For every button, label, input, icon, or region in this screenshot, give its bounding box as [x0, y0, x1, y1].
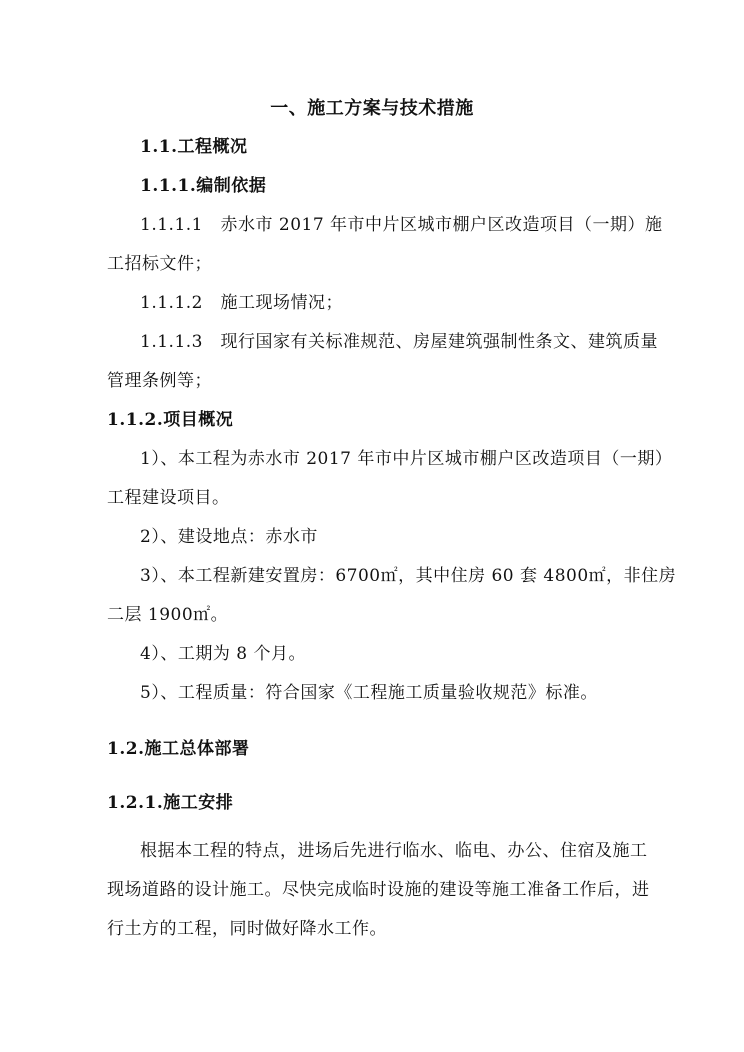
heading-1-2: 1.2.施工总体部署 [107, 739, 250, 759]
list-item-line: 工程建设项目。 [107, 488, 230, 508]
heading-1-1-2: 1.1.2.项目概况 [107, 410, 234, 430]
list-item-line: 4）、工期为 8 个月。 [140, 644, 306, 664]
paragraph-line: 工招标文件； [107, 254, 212, 274]
list-item-line: 2）、建设地点：赤水市 [140, 527, 318, 547]
list-item-line: 1）、本工程为赤水市 2017 年市中片区城市棚户区改造项目（一期） [140, 449, 673, 469]
paragraph-line: 行土方的工程，同时做好降水工作。 [107, 919, 387, 939]
heading-1-1: 1.1.工程概况 [140, 137, 248, 157]
heading-1-1-1: 1.1.1.编制依据 [140, 176, 267, 196]
paragraph-line: 现场道路的设计施工。尽快完成临时设施的建设等施工准备工作后，进 [107, 880, 650, 900]
paragraph-line: 1.1.1.3 现行国家有关标准规范、房屋建筑强制性条文、建筑质量 [140, 332, 658, 352]
paragraph-line: 1.1.1.1 赤水市 2017 年市中片区城市棚户区改造项目（一期）施 [140, 215, 663, 235]
list-item-line: 二层 1900㎡。 [107, 605, 229, 625]
paragraph-line: 管理条例等； [107, 371, 212, 391]
list-item-line: 3）、本工程新建安置房：6700㎡，其中住房 60 套 4800㎡，非住房 [140, 566, 677, 586]
list-item-line: 5）、工程质量：符合国家《工程施工质量验收规范》标准。 [140, 683, 598, 703]
paragraph-line: 根据本工程的特点，进场后先进行临水、临电、办公、住宿及施工 [140, 841, 648, 861]
paragraph-line: 1.1.1.2 施工现场情况； [140, 293, 343, 313]
section-title: 一、施工方案与技术措施 [270, 98, 474, 119]
heading-1-2-1: 1.2.1.施工安排 [107, 793, 234, 813]
